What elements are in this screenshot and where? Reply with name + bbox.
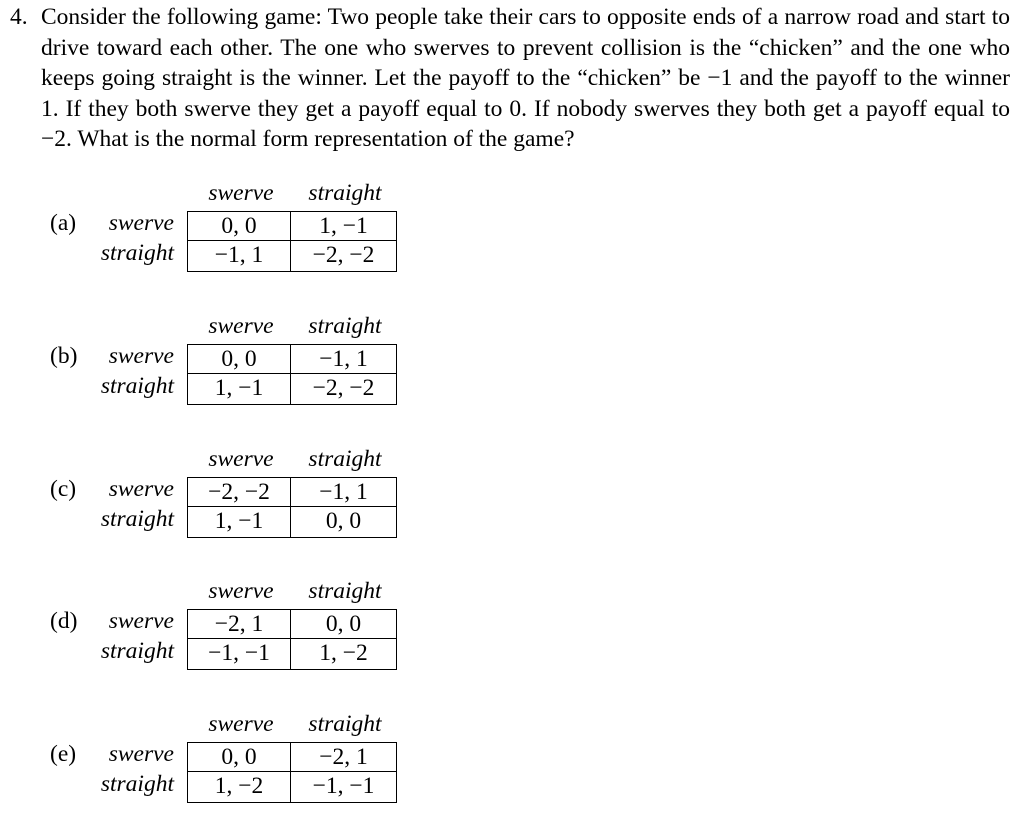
question-text: Consider the following game: Two people take their cars to opposite ends of a narrow road and start to drive toward each other. The one who swerves to prevent collision is the “chicken” and the one who keeps going straight is the winner. Let the payoff to the “chicken” be −1 and the payoff to the winner 1. If they both swerve they get a payoff equal to 0. If nobody swerves they both get a payoff equal to −2. What is the normal form representation of the game? xyxy=(41,4,1010,153)
option-e xyxy=(50,711,410,801)
row-header-swerve: swerve xyxy=(108,608,174,634)
row-header-swerve: swerve xyxy=(108,343,174,369)
payoff-cell: −1, 1 xyxy=(291,345,396,374)
payoff-cell: −1, −1 xyxy=(188,639,291,669)
row-header-straight: straight xyxy=(100,373,174,399)
question xyxy=(10,2,1010,155)
column-header-straight: straight xyxy=(308,711,382,737)
payoff-cell: −1, 1 xyxy=(291,478,396,507)
row-header-swerve: swerve xyxy=(108,741,174,767)
payoff-cell: 0, 0 xyxy=(188,212,291,241)
row-header-swerve: swerve xyxy=(108,210,174,236)
option-label: (a) xyxy=(50,210,77,236)
column-header-straight: straight xyxy=(308,180,382,206)
option-d xyxy=(50,578,410,668)
option-label: (d) xyxy=(50,608,78,634)
column-header-swerve: swerve xyxy=(208,446,274,472)
question-number: 4. xyxy=(10,4,28,30)
column-header-swerve: swerve xyxy=(208,578,274,604)
payoff-cell: −2, −2 xyxy=(312,242,375,268)
column-header-straight: straight xyxy=(308,313,382,339)
row-header-swerve: swerve xyxy=(108,476,174,502)
payoff-cell: 0, 0 xyxy=(325,508,362,534)
option-label: (e) xyxy=(50,741,77,767)
column-header-swerve: swerve xyxy=(208,180,274,206)
payoff-cell: 1, −1 xyxy=(188,374,291,404)
column-header-straight: straight xyxy=(308,446,382,472)
option-label: (c) xyxy=(50,476,77,502)
option-label: (b) xyxy=(50,343,78,369)
payoff-cell: 0, 0 xyxy=(291,610,396,639)
column-header-swerve: swerve xyxy=(208,313,274,339)
payoff-cell: 1, −1 xyxy=(291,212,396,241)
payoff-cell: −2, 1 xyxy=(291,743,396,772)
payoff-matrix xyxy=(187,742,397,803)
payoff-matrix xyxy=(187,344,397,405)
payoff-matrix xyxy=(187,211,397,272)
payoff-cell: 1, −2 xyxy=(188,772,291,802)
payoff-matrix xyxy=(187,477,397,538)
payoff-cell: −2, 1 xyxy=(188,610,291,639)
payoff-cell: 0, 0 xyxy=(188,345,291,374)
payoff-cell: −1, 1 xyxy=(188,241,291,271)
payoff-cell: 1, −1 xyxy=(188,507,291,537)
option-b xyxy=(50,313,410,403)
row-header-straight: straight xyxy=(100,638,174,664)
option-c xyxy=(50,446,410,536)
column-header-straight: straight xyxy=(308,578,382,604)
question-row xyxy=(10,2,1010,155)
option-a xyxy=(50,180,410,270)
column-header-swerve: swerve xyxy=(208,711,274,737)
row-header-straight: straight xyxy=(100,771,174,797)
row-header-straight: straight xyxy=(100,506,174,532)
payoff-cell: 0, 0 xyxy=(188,743,291,772)
payoff-cell: −2, −2 xyxy=(312,375,375,401)
row-header-straight: straight xyxy=(100,240,174,266)
payoff-cell: 1, −2 xyxy=(319,640,368,666)
payoff-cell: −2, −2 xyxy=(188,478,291,507)
payoff-matrix xyxy=(187,609,397,670)
payoff-cell: −1, −1 xyxy=(312,773,375,799)
